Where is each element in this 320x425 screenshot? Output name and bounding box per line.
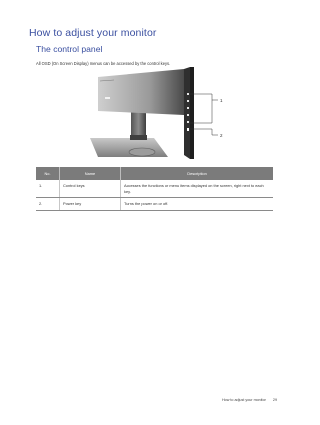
row-number: 2. xyxy=(36,198,60,211)
row-description: Accesses the functions or menu items displayed on the screen, right next to each key. xyxy=(121,180,274,198)
row-description: Turns the power on or off. xyxy=(121,198,274,211)
column-header-name: Name xyxy=(60,167,121,180)
table-row xyxy=(36,180,273,198)
callout-2: 2 xyxy=(220,133,223,138)
page-footer xyxy=(222,398,277,402)
power-key xyxy=(187,128,189,131)
row-name: Control keys xyxy=(60,180,121,198)
table-row xyxy=(36,198,273,211)
row-name: Power key xyxy=(60,198,121,211)
table-header-row xyxy=(36,167,273,180)
column-header-no: No. xyxy=(36,167,60,180)
intro-text: All OSD (On Screen Display) menus can be accessed by the control keys. xyxy=(36,61,171,66)
page-title: How to adjust your monitor xyxy=(29,27,157,39)
footer-section-title: How to adjust your monitor xyxy=(222,398,266,402)
column-header-description: Description xyxy=(121,167,274,180)
page-number: 29 xyxy=(272,398,277,402)
monitor-housing xyxy=(98,69,184,115)
control-keys-table xyxy=(36,167,273,211)
callout-1: 1 xyxy=(220,98,223,103)
monitor-control-panel-illustration xyxy=(84,67,234,159)
row-number: 1. xyxy=(36,180,60,198)
section-title: The control panel xyxy=(36,44,103,54)
monitor-bezel xyxy=(184,67,194,159)
